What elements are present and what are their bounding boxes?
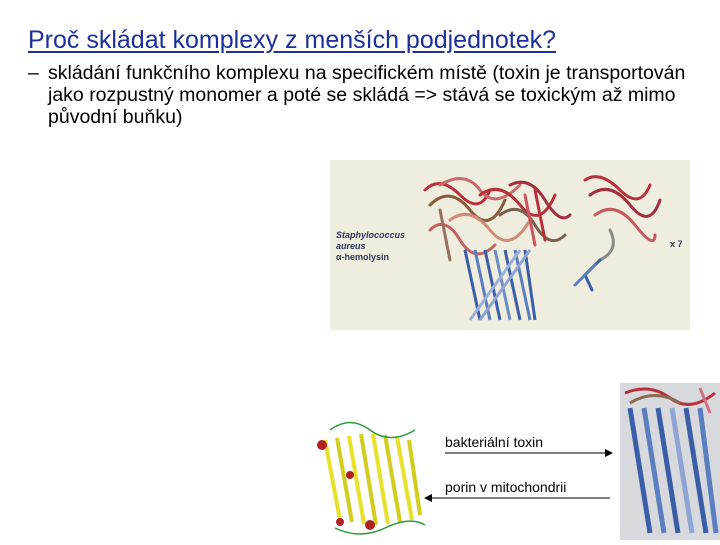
multiplier-label: x 7	[670, 239, 683, 249]
bullet-text: skládání funkčního komplexu na specifickém místě (toxin je transportován jako rozpustný monomer a poté se skládá => stává se toxickým až mimo původní buňku)	[48, 62, 686, 128]
label-species: aureus	[336, 241, 366, 251]
label-protein: α-hemolysin	[336, 252, 390, 262]
mitochondrial-porin-label: porin v mitochondrii	[445, 479, 567, 495]
label-genus: Staphylococcus	[336, 230, 406, 240]
slide-title: Proč skládat komplexy z menších podjednotek?	[28, 26, 557, 54]
bacterial-toxin-label: bakteriální toxin	[445, 434, 544, 450]
bullet-dash: –	[28, 62, 39, 84]
